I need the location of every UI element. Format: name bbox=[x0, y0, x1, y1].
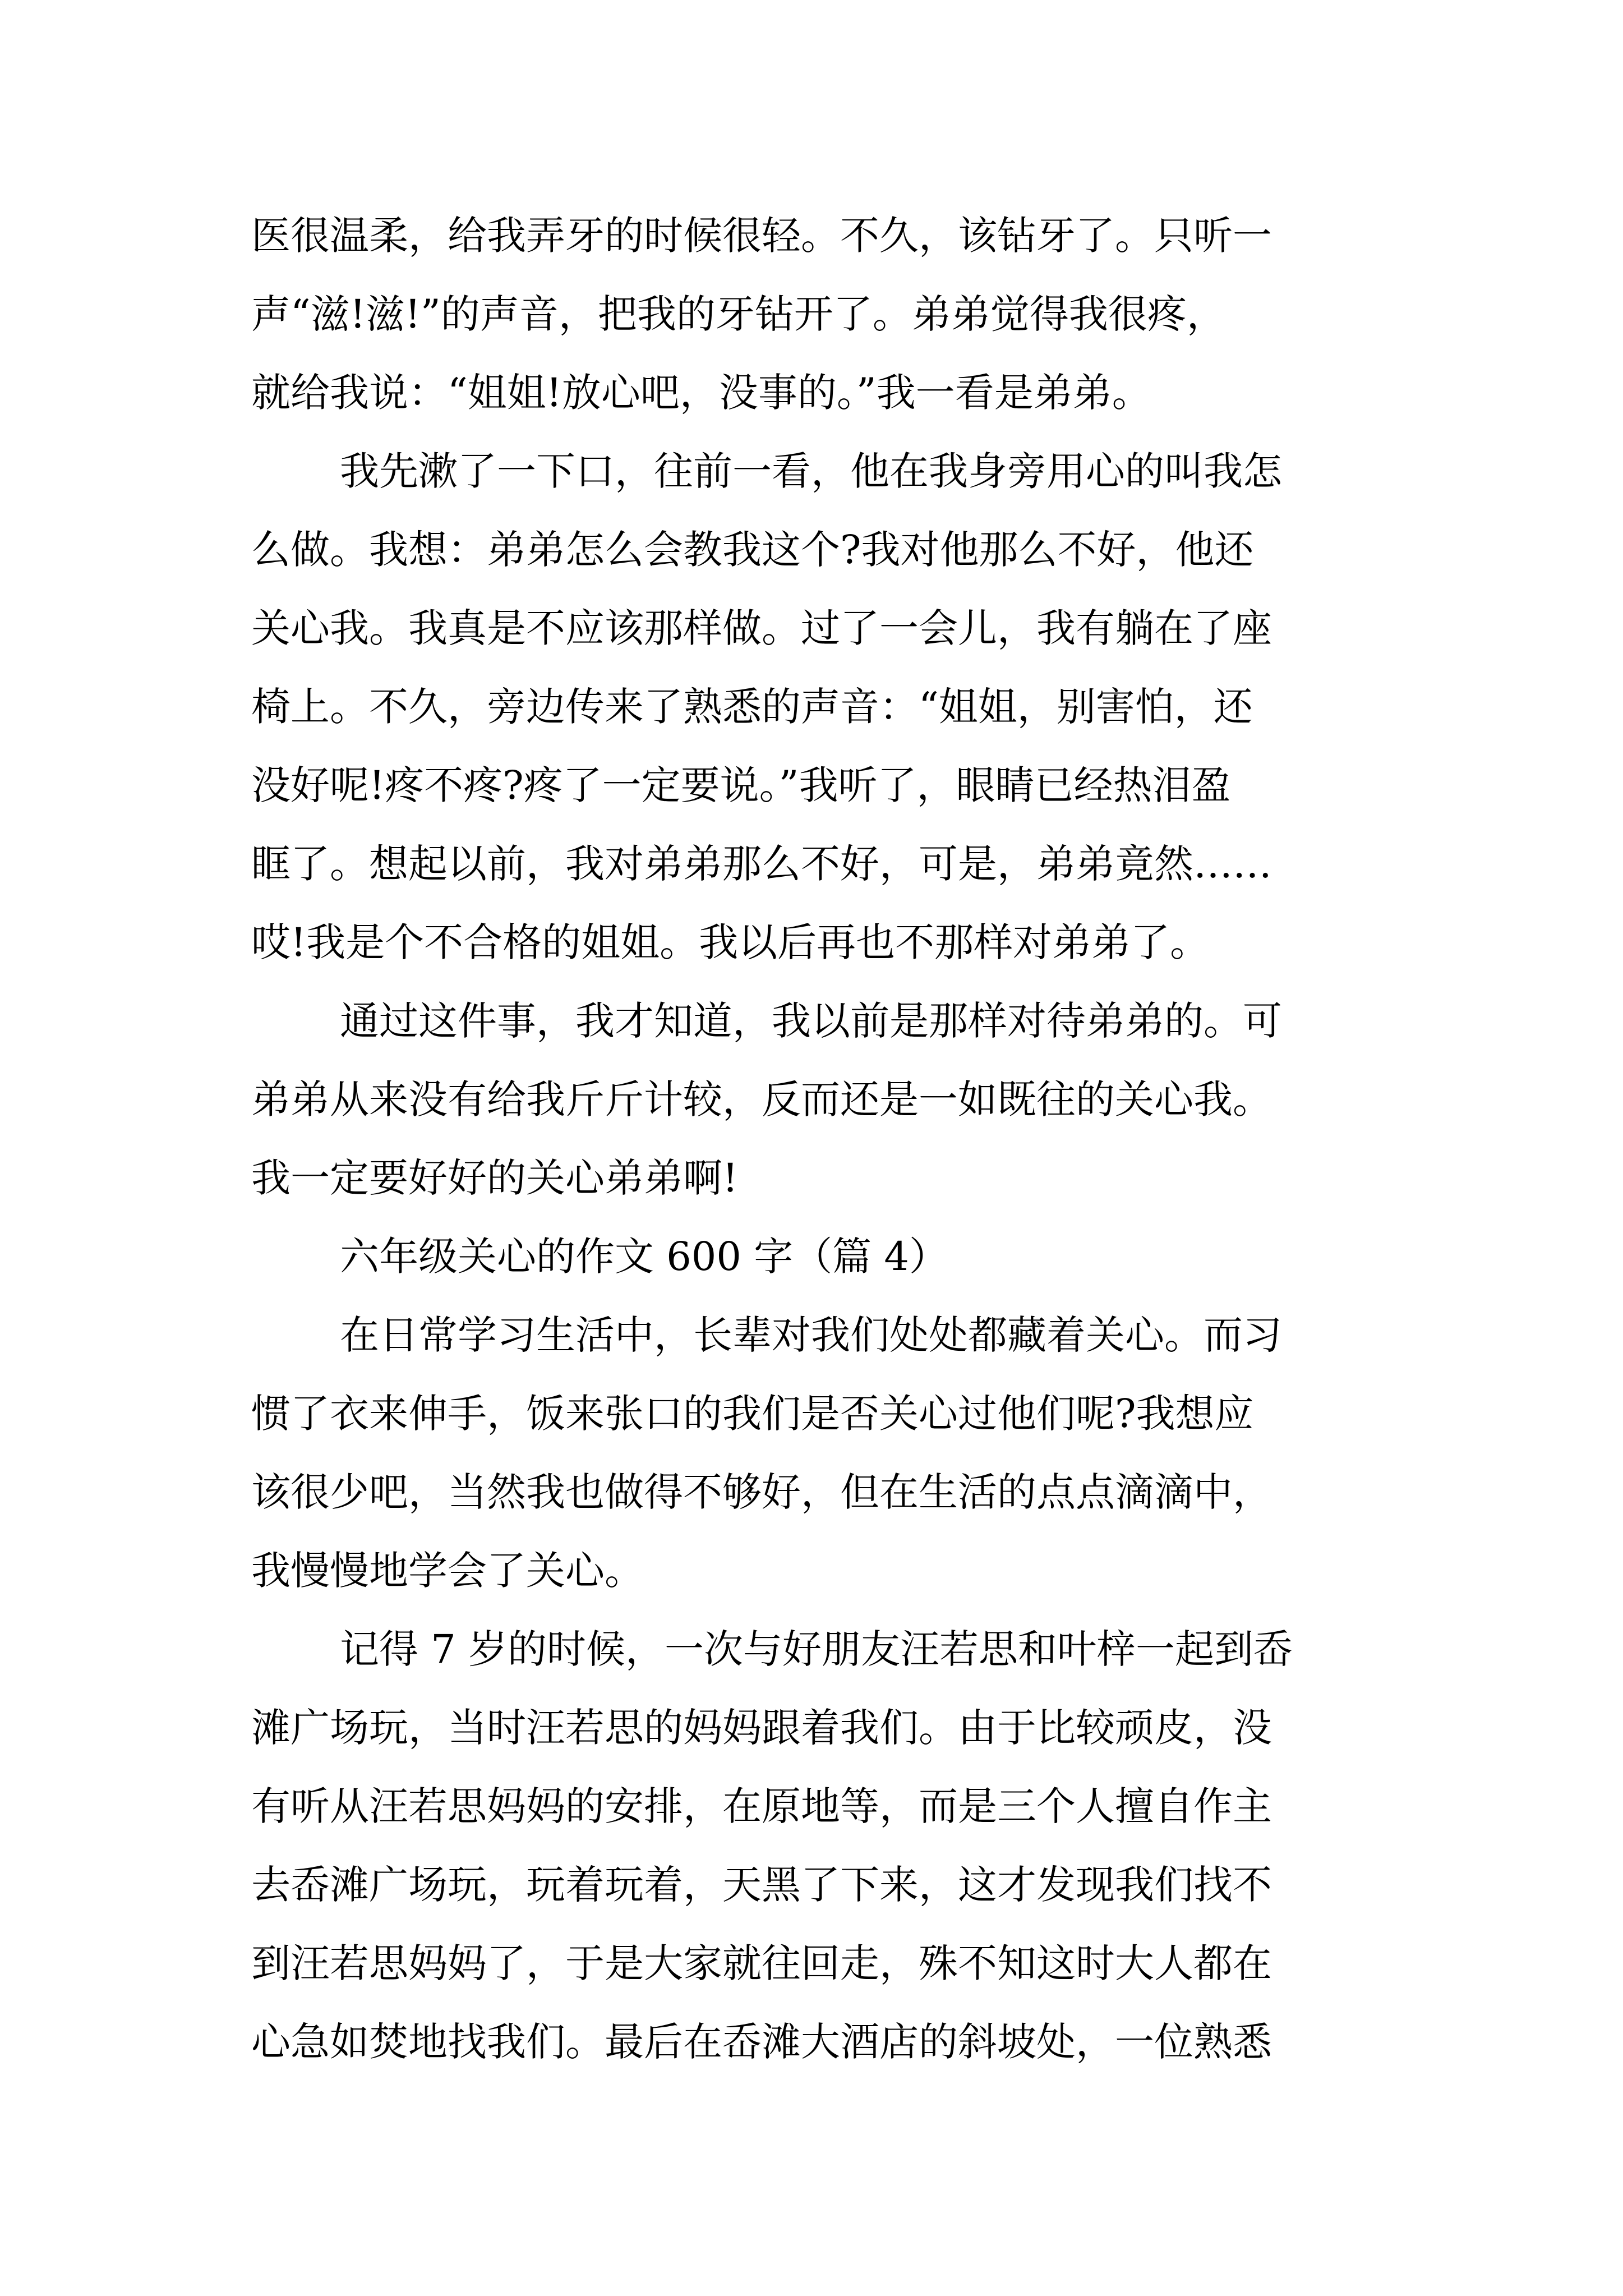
text-line: 记得 7 岁的时候，一次与好朋友汪若思和叶梓一起到岙 bbox=[340, 1626, 1293, 1672]
text-line: 眶了。想起以前，我对弟弟那么不好，可是，弟弟竟然…… bbox=[251, 841, 1272, 887]
text-line: 哎!我是个不合格的姐姐。我以后再也不那样对弟弟了。 bbox=[251, 919, 1210, 965]
text-line: 就给我说：“姐姐!放心吧，没事的。”我一看是弟弟。 bbox=[251, 370, 1151, 416]
text-line: 我一定要好好的关心弟弟啊! bbox=[251, 1155, 739, 1201]
text-line: 在日常学习生活中，长辈对我们处处都藏着关心。而习 bbox=[340, 1312, 1282, 1358]
document-body bbox=[251, 196, 1407, 2081]
text-line: 么做。我想：弟弟怎么会教我这个?我对他那么不好，他还 bbox=[251, 527, 1254, 573]
text-line: 心急如焚地找我们。最后在岙滩大酒店的斜坡处，一位熟悉 bbox=[251, 2019, 1272, 2065]
text-line: 去岙滩广场玩，玩着玩着，天黑了下来，这才发现我们找不 bbox=[251, 1862, 1272, 1908]
text-line: 六年级关心的作文 600 字（篇 4） bbox=[340, 1234, 948, 1280]
text-line: 我慢慢地学会了关心。 bbox=[251, 1548, 644, 1594]
text-line: 弟弟从来没有给我斤斤计较，反而还是一如既往的关心我。 bbox=[251, 1076, 1272, 1122]
text-line: 医很温柔，给我弄牙的时候很轻。不久，该钻牙了。只听一 bbox=[251, 213, 1272, 259]
text-line: 通过这件事，我才知道，我以前是那样对待弟弟的。可 bbox=[340, 998, 1282, 1044]
text-line: 声“滋!滋!”的声音，把我的牙钻开了。弟弟觉得我很疼， bbox=[251, 291, 1226, 337]
text-line: 有听从汪若思妈妈的安排，在原地等，而是三个人擅自作主 bbox=[251, 1783, 1272, 1829]
text-line: 没好呢!疼不疼?疼了一定要说。”我听了，眼睛已经热泪盈 bbox=[251, 762, 1231, 808]
text-line: 滩广场玩，当时汪若思的妈妈跟着我们。由于比较顽皮，没 bbox=[251, 1705, 1272, 1751]
text-line: 我先漱了一下口，往前一看，他在我身旁用心的叫我怎 bbox=[340, 448, 1282, 494]
text-line: 到汪若思妈妈了，于是大家就往回走，殊不知这时大人都在 bbox=[251, 1940, 1272, 1986]
text-line: 该很少吧，当然我也做得不够好，但在生活的点点滴滴中， bbox=[251, 1469, 1272, 1515]
text-line: 关心我。我真是不应该那样做。过了一会儿，我有躺在了座 bbox=[251, 605, 1272, 651]
text-line: 椅上。不久，旁边传来了熟悉的声音：“姐姐，别害怕，还 bbox=[251, 684, 1253, 730]
text-line: 惯了衣来伸手，饭来张口的我们是否关心过他们呢?我想应 bbox=[251, 1391, 1254, 1437]
